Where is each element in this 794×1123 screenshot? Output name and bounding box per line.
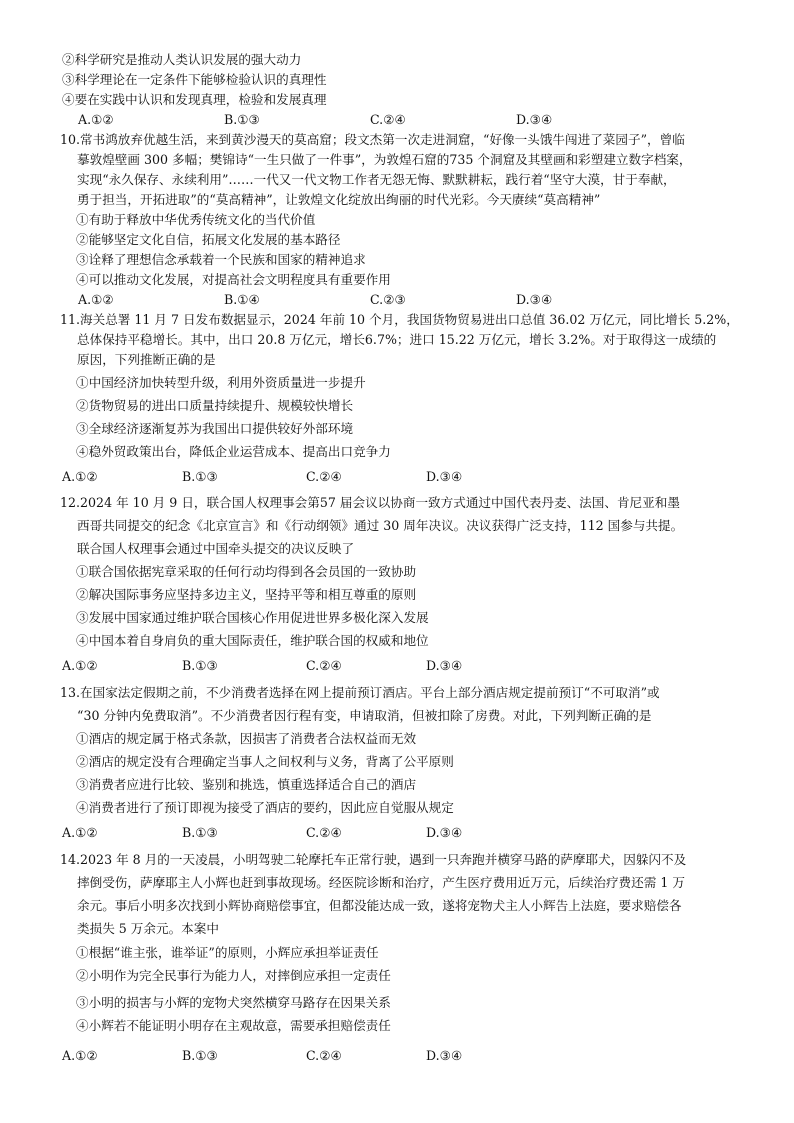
option-a: A.①② xyxy=(62,1048,98,1063)
q12-options xyxy=(0,656,794,676)
option-b: B.①③ xyxy=(182,469,218,484)
q10-item-1: ①有助于释放中华优秀传统文化的当代价值 xyxy=(76,212,316,227)
q14-stem-line: 类损失 5 万余元。本案中 xyxy=(77,921,219,936)
option-b: B.①④ xyxy=(224,292,260,307)
q11-options xyxy=(0,467,794,487)
q10-item-4: ④可以推动文化发展，对提高社会文明程度具有重要作用 xyxy=(76,272,391,287)
option-d: D.③④ xyxy=(426,825,463,840)
option-b: B.①③ xyxy=(182,658,218,673)
q14-options xyxy=(0,1046,794,1066)
q10-options xyxy=(0,290,794,310)
q11-item-1: ①中国经济加快转型升级，利用外资质量进一步提升 xyxy=(76,375,366,390)
q11-stem-line: 总体保持平稳增长。其中，出口 20.8 万亿元，增长6.7%；进口 15.22 万亿元，增长 3.2%。对于取得这一成绩的 xyxy=(77,332,717,347)
q11-item-3: ③全球经济逐渐复苏为我国出口提供较好外部环境 xyxy=(76,421,354,436)
option-b: B.①③ xyxy=(182,1048,218,1063)
q12-item-2: ②解决国际事务应坚持多边主义，坚持平等和相互尊重的原则 xyxy=(76,587,417,602)
q13-item-3: ③消费者应进行比较、鉴别和挑选，慎重选择适合自己的酒店 xyxy=(76,777,417,792)
q11-stem-line: 11.海关总署 11 月 7 日发布数据显示，2024 年前 10 个月，我国货物贸易进出口总值 36.02 万亿元，同比增长 5.2%， xyxy=(60,312,739,327)
q9-item-2: ②科学研究是推动人类认识发展的强大动力 xyxy=(62,52,302,67)
q10-stem-line: 摹敦煌壁画 300 多幅；樊锦诗“一生只做了一件事”，为敦煌石窟的735 个洞窟及其壁画和彩塑建立数字档案， xyxy=(77,152,692,167)
q14-item-2: ②小明作为完全民事行为能力人，对摔倒应承担一定责任 xyxy=(76,968,391,983)
option-d: D.③④ xyxy=(516,292,553,307)
option-a: A.①② xyxy=(62,825,98,840)
q10-item-3: ③诠释了理想信念承载着一个民族和国家的精神追求 xyxy=(76,252,366,267)
q12-item-3: ③发展中国家通过维护联合国核心作用促进世界多极化深入发展 xyxy=(76,610,429,625)
option-a: A.①② xyxy=(62,469,98,484)
q10-stem-line: 实现“永久保存、永续利用”……一代又一代文物工作者无怨无悔、默默耕耘，践行着“坚守大漠，甘于奉献， xyxy=(77,172,676,187)
q14-item-3: ③小明的损害与小辉的宠物犬突然横穿马路存在因果关系 xyxy=(76,995,391,1010)
q10-item-2: ②能够坚定文化自信，拓展文化发展的基本路径 xyxy=(76,232,341,247)
q12-stem-line: 西哥共同提交的纪念《北京宣言》和《行动纲领》通过 30 周年决议。决议获得广泛支持，112 国参与共提。 xyxy=(77,518,684,533)
q13-options xyxy=(0,823,794,843)
q14-stem-line: 14.2023 年 8 月的一天凌晨，小明驾驶二轮摩托车正常行驶，遇到一只奔跑并横穿马路的萨摩耶犬，因躲闪不及 xyxy=(60,852,687,867)
option-b: B.①③ xyxy=(224,112,260,127)
option-d: D.③④ xyxy=(426,1048,463,1063)
q12-item-1: ①联合国依据宪章采取的任何行动均得到各会员国的一致协助 xyxy=(76,564,417,579)
option-a: A.①② xyxy=(78,112,114,127)
q12-stem-line: 联合国人权理事会通过中国牵头提交的决议反映了 xyxy=(77,541,355,556)
q10-stem-line: 10.常书鸿放弃优越生活，来到黄沙漫天的莫高窟；段文杰第一次走进洞窟，“好像一头饿牛闯进了菜园子”，曾临 xyxy=(60,132,685,147)
option-c: C.②④ xyxy=(370,112,406,127)
option-d: D.③④ xyxy=(426,658,463,673)
q13-item-1: ①酒店的规定属于格式条款，因损害了消费者合法权益而无效 xyxy=(76,731,417,746)
option-c: C.②④ xyxy=(306,658,342,673)
option-c: C.②④ xyxy=(306,1048,342,1063)
q11-stem-line: 原因，下列推断正确的是 xyxy=(77,352,216,367)
q9-item-4: ④要在实践中认识和发现真理，检验和发展真理 xyxy=(62,92,327,107)
q13-stem-line: “30 分钟内免费取消”。不少消费者因行程有变，申请取消，但被扣除了房费。对此，下列判断正确的是 xyxy=(77,708,652,723)
option-d: D.③④ xyxy=(426,469,463,484)
q13-item-2: ②酒店的规定没有合理确定当事人之间权利与义务，背离了公平原则 xyxy=(76,754,454,769)
q12-stem-line: 12.2024 年 10 月 9 日，联合国人权理事会第57 届会议以协商一致方式通过中国代表丹麦、法国、肯尼亚和墨 xyxy=(60,495,680,510)
option-a: A.①② xyxy=(78,292,114,307)
option-d: D.③④ xyxy=(516,112,553,127)
option-c: C.②④ xyxy=(306,469,342,484)
option-c: C.②④ xyxy=(306,825,342,840)
q14-stem-line: 摔倒受伤，萨摩耶主人小辉也赶到事故现场。经医院诊断和治疗，产生医疗费用近万元，后续治疗费还需 1 万 xyxy=(77,875,685,890)
q12-item-4: ④中国本着自身肩负的重大国际责任，维护联合国的权威和地位 xyxy=(76,633,429,648)
q11-item-2: ②货物贸易的进出口质量持续提升、规模较快增长 xyxy=(76,398,354,413)
option-a: A.①② xyxy=(62,658,98,673)
option-b: B.①③ xyxy=(182,825,218,840)
q14-item-4: ④小辉若不能证明小明存在主观故意，需要承担赔偿责任 xyxy=(76,1018,391,1033)
q11-item-4: ④稳外贸政策出台，降低企业运营成本、提高出口竞争力 xyxy=(76,444,391,459)
q10-stem-line: 勇于担当，开拓进取”的“莫高精神”，让敦煌文化绽放出绚丽的时代光彩。今天赓续“莫高精神” xyxy=(77,192,601,207)
q9-item-3: ③科学理论在一定条件下能够检验认识的真理性 xyxy=(62,72,327,87)
q13-item-4: ④消费者进行了预订即视为接受了酒店的要约，因此应自觉服从规定 xyxy=(76,800,454,815)
q13-stem-line: 13.在国家法定假期之前，不少消费者选择在网上提前预订酒店。平台上部分酒店规定提前预订“不可取消”或 xyxy=(60,685,660,700)
q14-item-1: ①根据“谁主张，谁举证”的原则，小辉应承担举证责任 xyxy=(76,945,379,960)
q14-stem-line: 余元。事后小明多次找到小辉协商赔偿事宜，但都没能达成一致，遂将宠物犬主人小辉告上法庭，要求赔偿各 xyxy=(77,898,682,913)
option-c: C.②③ xyxy=(370,292,406,307)
q9-options xyxy=(0,110,794,130)
